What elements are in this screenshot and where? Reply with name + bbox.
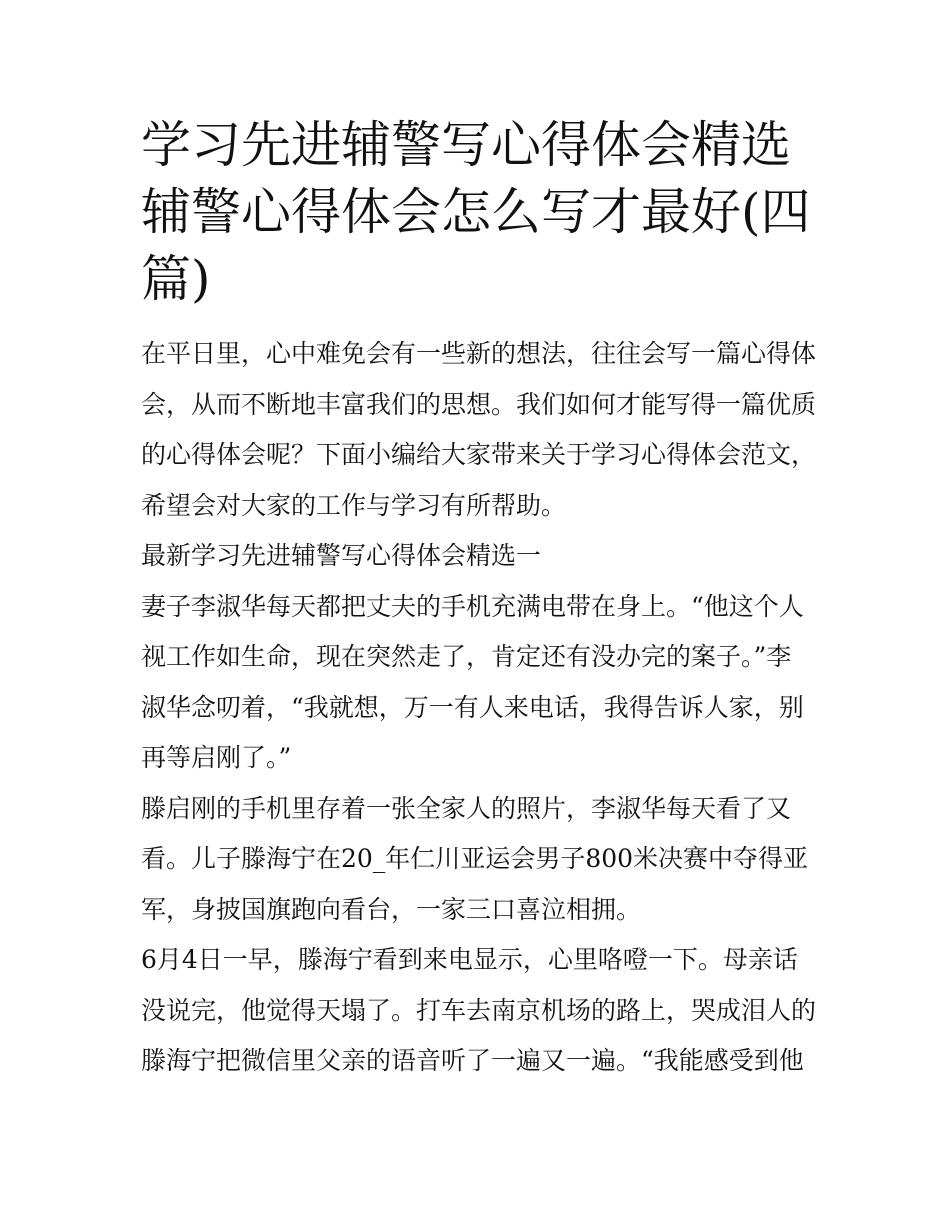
text-line: 6月4日一早，滕海宁看到来电显示，心里咯噔一下。母亲话: [141, 945, 798, 974]
text-line: 军，身披国旗跑向看台，一家三口喜泣相拥。: [141, 894, 642, 924]
text-line: 滕启刚的手机里存着一张全家人的照片，李淑华每天看了又: [141, 793, 792, 823]
text-line: 滕海宁把微信里父亲的语音听了一遍又一遍。“我能感受到他: [141, 1046, 804, 1075]
body-paragraph: [141, 935, 817, 1087]
text-line: 的心得体会呢？下面小编给大家带来关于学习心得体会范文，: [141, 440, 817, 469]
title-line: 辅警心得体会怎么写才最好(四: [141, 183, 811, 241]
document-page: [141, 112, 817, 1087]
body-paragraph: [141, 582, 813, 784]
text-line: 再等启刚了。”: [141, 743, 292, 772]
text-line: 淑华念叨着，“我就想，万一有人来电话，我得告诉人家，别: [141, 692, 804, 722]
body-paragraph: [141, 784, 813, 936]
text-line: 妻子李淑华每天都把丈夫的手机充满电带在身上。“他这个人: [141, 591, 804, 621]
text-line: 希望会对大家的工作与学习有所帮助。: [141, 490, 567, 520]
document-title: [141, 112, 813, 313]
text-line: 在平日里，心中难免会有一些新的想法，往往会写一篇心得体: [141, 339, 817, 368]
section-heading: [141, 531, 813, 582]
title-line: 篇): [141, 250, 211, 308]
intro-paragraph: [141, 329, 817, 531]
text-line: 没说完，他觉得天塌了。打车去南京机场的路上，哭成泪人的: [141, 995, 817, 1025]
title-line: 学习先进辅警写心得体会精选: [141, 116, 791, 174]
text-line: 看。儿子滕海宁在20_年仁川亚运会男子800米决赛中夺得亚: [141, 844, 809, 873]
text-line: 最新学习先进辅警写心得体会精选一: [141, 541, 542, 570]
text-line: 视工作如生命，现在突然走了，肯定还有没办完的案子。”李: [141, 642, 792, 671]
text-line: 会，从而不断地丰富我们的思想。我们如何才能写得一篇优质: [141, 389, 817, 419]
document-body: [141, 329, 817, 1087]
